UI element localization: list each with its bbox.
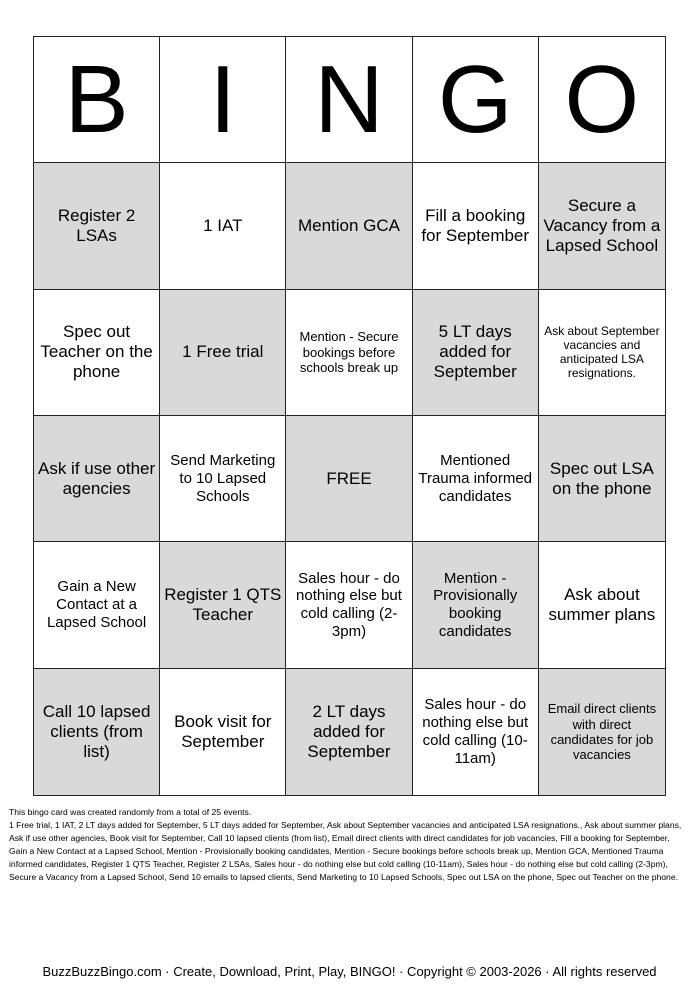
bingo-cell: Ask about September vacancies and anticipated LSA resignations.	[539, 290, 665, 416]
bingo-cell: Register 2 LSAs	[34, 163, 160, 289]
bingo-cell: 1 IAT	[160, 163, 286, 289]
bingo-cell: Mentioned Trauma informed candidates	[413, 416, 539, 542]
bingo-card	[33, 36, 666, 796]
site-footer: BuzzBuzzBingo.com · Create, Download, Print, Play, BINGO! · Copyright © 2003-2026 · All rights reserved	[42, 964, 657, 979]
info-summary: This bingo card was created randomly from a total of 25 events.	[9, 807, 252, 817]
bingo-cell: Book visit for September	[160, 669, 286, 795]
bingo-cell: Ask about summer plans	[539, 542, 665, 668]
header-letter-g: G	[413, 37, 539, 163]
bingo-cell: 5 LT days added for September	[413, 290, 539, 416]
bingo-cell: Sales hour - do nothing else but cold calling (2-3pm)	[286, 542, 412, 668]
bingo-cell: Gain a New Contact at a Lapsed School	[34, 542, 160, 668]
bingo-cell: Secure a Vacancy from a Lapsed School	[539, 163, 665, 289]
bingo-cell: Send Marketing to 10 Lapsed Schools	[160, 416, 286, 542]
header-letter-i: I	[160, 37, 286, 163]
bingo-cell: Spec out Teacher on the phone	[34, 290, 160, 416]
header-letter-o: O	[539, 37, 665, 163]
free-space: FREE	[286, 416, 412, 542]
header-letter-n: N	[286, 37, 412, 163]
bingo-cell: 2 LT days added for September	[286, 669, 412, 795]
bingo-cell: Sales hour - do nothing else but cold calling (10-11am)	[413, 669, 539, 795]
bingo-cell: Register 1 QTS Teacher	[160, 542, 286, 668]
bingo-cell: Fill a booking for September	[413, 163, 539, 289]
bingo-cell: Call 10 lapsed clients (from list)	[34, 669, 160, 795]
header-letter-b: B	[34, 37, 160, 163]
info-event-list: 1 Free trial, 1 IAT, 2 LT days added for September, 5 LT days added for September, Ask about September vacancies and anticipated LSA resignations., Ask about summer plans, Ask if use other agencies, Book visit for September, Call 10 lapsed clients (from list), Email direct clients with direct candidates for job vacancies, Fill a booking for September, Gain a New Contact at a Lapsed School, Mention - Provisionally booking candidates, Mention - Secure bookings before schools break up, Mention GCA, Mentioned Trauma informed candidates, Register 1 QTS Teacher, Register 2 LSAs, Sales hour - do nothing else but cold calling (10-11am), Sales hour - do nothing else but cold calling (2-3pm), Secure a Vacancy from a Lapsed School, Send 10 emails to lapsed clients, Send Marketing to 10 Lapsed Schools, Spec out LSA on the phone, Spec out Teacher on the phone.	[9, 820, 682, 882]
bingo-cell: Mention - Provisionally booking candidates	[413, 542, 539, 668]
bingo-cell: Ask if use other agencies	[34, 416, 160, 542]
card-info	[9, 806, 689, 884]
bingo-cell: Email direct clients with direct candidates for job vacancies	[539, 669, 665, 795]
bingo-cell: Mention - Secure bookings before schools break up	[286, 290, 412, 416]
bingo-cell: Mention GCA	[286, 163, 412, 289]
bingo-cell: Spec out LSA on the phone	[539, 416, 665, 542]
bingo-cell: 1 Free trial	[160, 290, 286, 416]
